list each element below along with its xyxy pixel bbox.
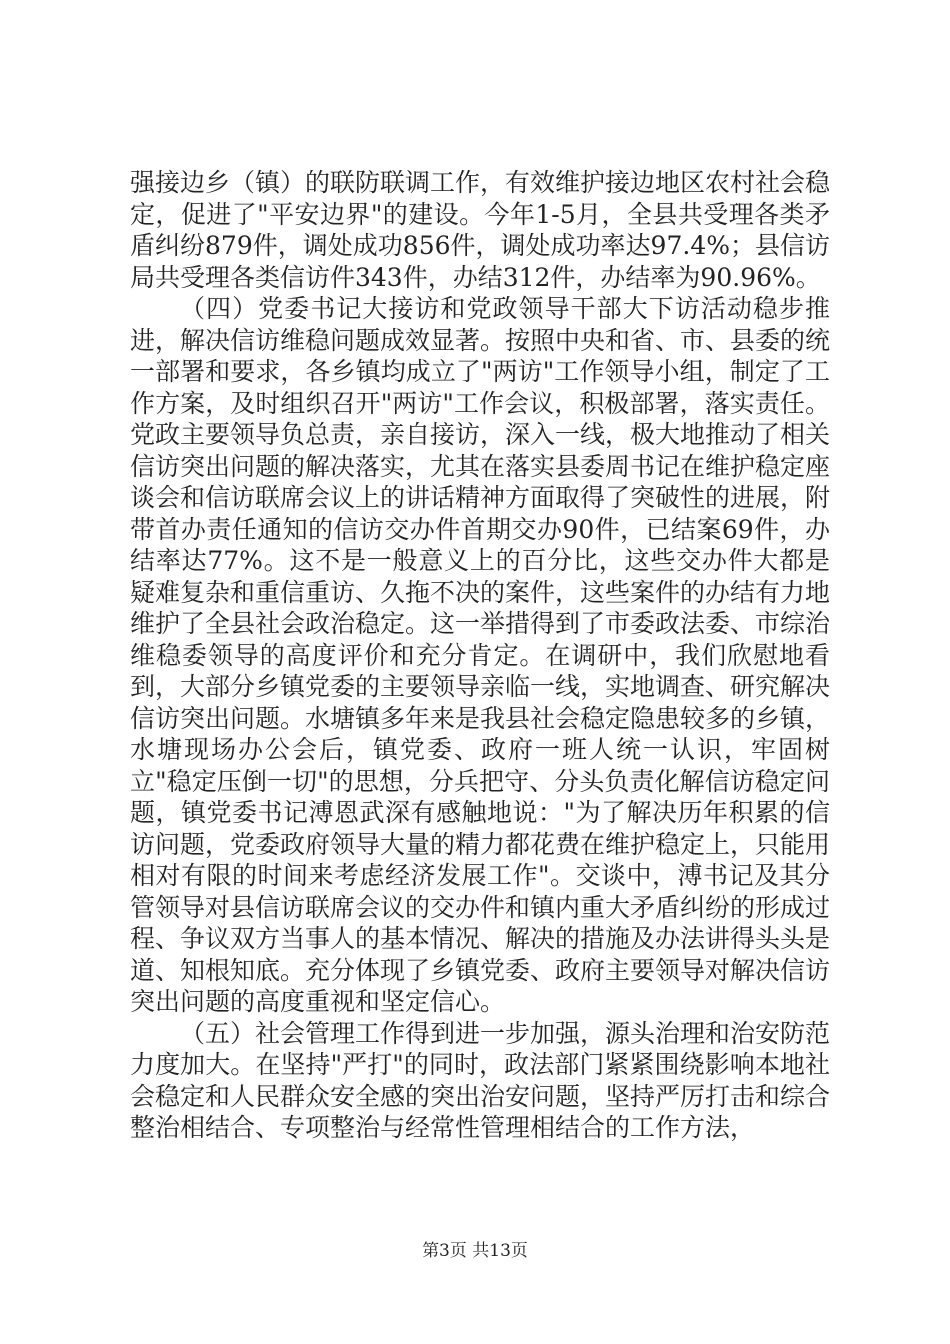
- paragraph-1: 强接边乡（镇）的联防联调工作，有效维护接边地区农村社会稳定，促进了"平安边界"的建设。今年1-5月，全县共受理各类矛盾纠纷879件，调处成功856件，调处成功率达97.4%；县信访局共受理各类信访件343件，办结312件，办结率为90.96%。: [130, 168, 831, 292]
- paragraph-2: （四）党委书记大接访和党政领导干部大下访活动稳步推进，解决信访维稳问题成效显著。按照中央和省、市、县委的统一部署和要求，各乡镇均成立了"两访"工作领导小组，制定了工作方案，及时组织召开"两访"工作会议，积极部署，落实责任。党政主要领导负总责，亲自接访，深入一线，极大地推动了相关信访突出问题的解决落实，尤其在落实县委周书记在维护稳定座谈会和信访联席会议上的讲话精神方面取得了突破性的进展，附带首办责任通知的信访交办件首期交办90件，已结案69件，办结率达77%。这不是一般意义上的百分比，这些交办件大都是疑难复杂和重信重访、久拖不决的案件，这些案件的办结有力地维护了全县社会政治稳定。这一举措得到了市委政法委、市综治维稳委领导的高度评价和充分肯定。在调研中，我们欣慰地看到，大部分乡镇党委的主要领导亲临一线，实地调查、研究解决信访突出问题。水塘镇多年来是我县社会稳定隐患较多的乡镇，水塘现场办公会后，镇党委、政府一班人统一认识，牢固树立"稳定压倒一切"的思想，分兵把守、分头负责化解信访稳定问题，镇党委书记溥恩武深有感触地说："为了解决历年积累的信访问题，党委政府领导大量的精力都花费在维护稳定上，只能用相对有限的时间来考虑经济发展工作"。交谈中，溥书记及其分管领导对县信访联席会议的交办件和镇内重大矛盾纠纷的形成过程、争议双方当事人的基本情况、解决的措施及办法讲得头头是道、知根知底。充分体现了乡镇党委、政府主要领导对解决信访突出问题的高度重视和坚定信心。: [130, 294, 831, 1016]
- paragraph-3: （五）社会管理工作得到进一步加强，源头治理和治安防范力度加大。在坚持"严打"的同时，政法部门紧紧围绕影响本地社会稳定和人民群众安全感的突出治安问题，坚持严厉打击和综合整治相结合、专项整治与经常性管理相结合的工作方法，: [130, 1018, 831, 1142]
- page-footer: 第3页 共13页: [422, 1241, 528, 1261]
- document-body: [130, 167, 830, 1144]
